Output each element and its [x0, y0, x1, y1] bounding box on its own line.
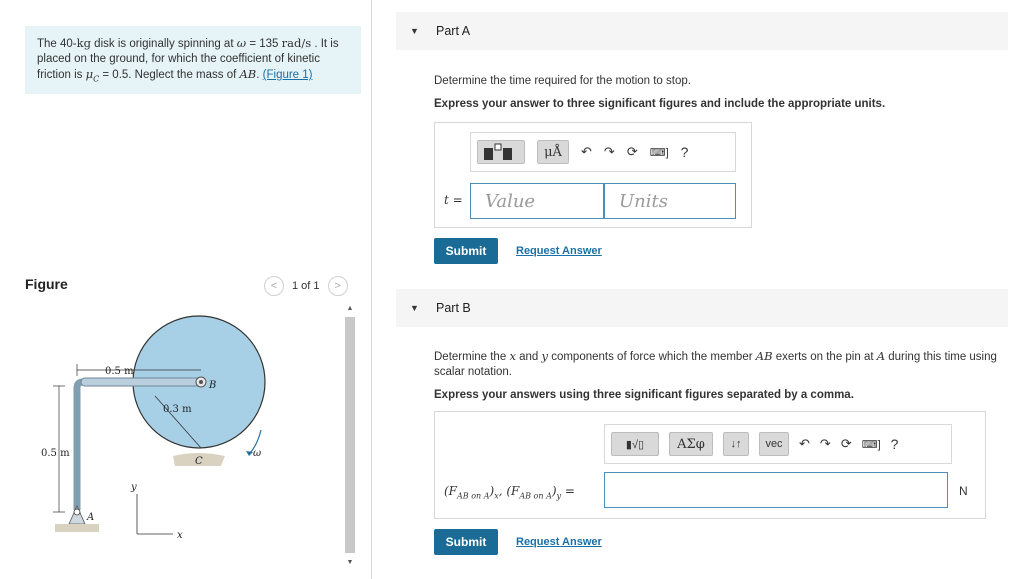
- ground-a: [55, 524, 99, 532]
- part-a-submit-button[interactable]: Submit: [434, 238, 498, 264]
- omega-label: ω: [253, 448, 262, 459]
- scroll-up-icon[interactable]: ▲: [346, 305, 354, 312]
- next-figure-button[interactable]: >: [328, 276, 348, 296]
- problem-text: = 135: [246, 38, 282, 50]
- scroll-down-icon[interactable]: ▼: [346, 559, 354, 566]
- figure-pager: [264, 276, 348, 296]
- unit-rads: rad/s: [281, 36, 312, 50]
- problem-text: The 40-: [37, 38, 77, 50]
- part-b-toolbar: [604, 424, 952, 464]
- collapse-caret-icon: ▼: [410, 26, 419, 36]
- part-a-question: Determine the time required for the motion to stop.: [434, 75, 691, 87]
- part-b-title: Part B: [436, 301, 471, 315]
- vec-button[interactable]: vec: [759, 432, 789, 456]
- problem-text: = 0.5. Neglect the mass of: [99, 69, 240, 81]
- template-button[interactable]: [477, 140, 525, 164]
- axis-x-label: x: [177, 530, 183, 541]
- dim-label-top: 0.5 m: [105, 366, 134, 377]
- greek-button[interactable]: ΑΣφ: [669, 432, 713, 456]
- units-input[interactable]: Units: [604, 183, 736, 219]
- reset-icon[interactable]: ⟳: [840, 436, 852, 451]
- radius-label: 0.3 m: [163, 404, 192, 415]
- figure-scrollbar[interactable]: [343, 303, 357, 569]
- scroll-thumb[interactable]: [345, 317, 355, 553]
- units-mu-button[interactable]: μÅ: [537, 140, 569, 164]
- t-label: t =: [444, 193, 463, 207]
- keyboard-icon[interactable]: ⌨]: [649, 146, 669, 159]
- problem-statement: [25, 26, 361, 94]
- part-b-instruction: Express your answers using three significant figures separated by a comma.: [434, 389, 854, 401]
- part-a-instruction: Express your answer to three significant figures and include the appropriate units.: [434, 98, 886, 110]
- collapse-caret-icon: ▼: [410, 303, 419, 313]
- problem-text: disk is originally spinning at: [90, 38, 237, 50]
- part-b-request-answer-link[interactable]: Request Answer: [516, 536, 602, 548]
- force-input[interactable]: [604, 472, 948, 508]
- label-a: A: [87, 512, 95, 523]
- dim-label-side: 0.5 m: [41, 448, 70, 459]
- arrows-button[interactable]: ↓↑: [723, 432, 749, 456]
- problem-text: .: [256, 69, 263, 81]
- reset-icon[interactable]: ⟳: [626, 144, 638, 159]
- mu-symbol: μ: [85, 67, 94, 81]
- prev-figure-button[interactable]: <: [264, 276, 284, 296]
- redo-icon[interactable]: ↷: [819, 436, 831, 451]
- figure-heading: Figure: [25, 276, 68, 292]
- part-b-question: Determine the x and y components of force which the member AB exerts on the pin at A during this time using scalar notation.: [434, 349, 997, 378]
- unit-kg: kg: [76, 36, 91, 50]
- keyboard-icon[interactable]: ⌨]: [861, 438, 881, 451]
- redo-icon[interactable]: ↷: [603, 144, 615, 159]
- label-c: C: [195, 456, 203, 467]
- mu-subscript: C: [93, 74, 100, 84]
- undo-icon[interactable]: ↶: [581, 144, 592, 159]
- figure-image: [25, 300, 345, 579]
- template-icon: [483, 143, 519, 161]
- problem-text: . It is placed on the ground, for which the coefficient of kinetic friction is: [37, 38, 339, 81]
- part-a-header[interactable]: [396, 12, 1008, 50]
- figure-link[interactable]: (Figure 1): [262, 69, 313, 81]
- member-ab: AB: [239, 67, 257, 81]
- force-label: $(F_{AB on A})_x$, $(F_{AB on A})_y$ =: [444, 484, 575, 501]
- left-panel: [0, 0, 372, 579]
- label-b: B: [209, 380, 217, 391]
- value-input[interactable]: Value: [470, 183, 604, 219]
- sqrt-template-button[interactable]: ▮√▯: [611, 432, 659, 456]
- omega-symbol: ω: [236, 36, 247, 50]
- unit-newton: N: [959, 484, 968, 498]
- part-a-title: Part A: [436, 24, 471, 38]
- pager-count: 1 of 1: [292, 280, 320, 292]
- part-b-header[interactable]: [396, 289, 1008, 327]
- part-a-toolbar: [470, 132, 736, 172]
- undo-icon[interactable]: ↶: [799, 436, 810, 451]
- help-button[interactable]: ?: [680, 144, 689, 160]
- link-ab: [81, 378, 205, 386]
- help-button[interactable]: ?: [890, 436, 899, 452]
- axis-y-label: y: [131, 482, 137, 493]
- disk-mechanism-diagram: [25, 300, 345, 579]
- part-b-submit-button[interactable]: Submit: [434, 529, 498, 555]
- part-a-request-answer-link[interactable]: Request Answer: [516, 245, 602, 257]
